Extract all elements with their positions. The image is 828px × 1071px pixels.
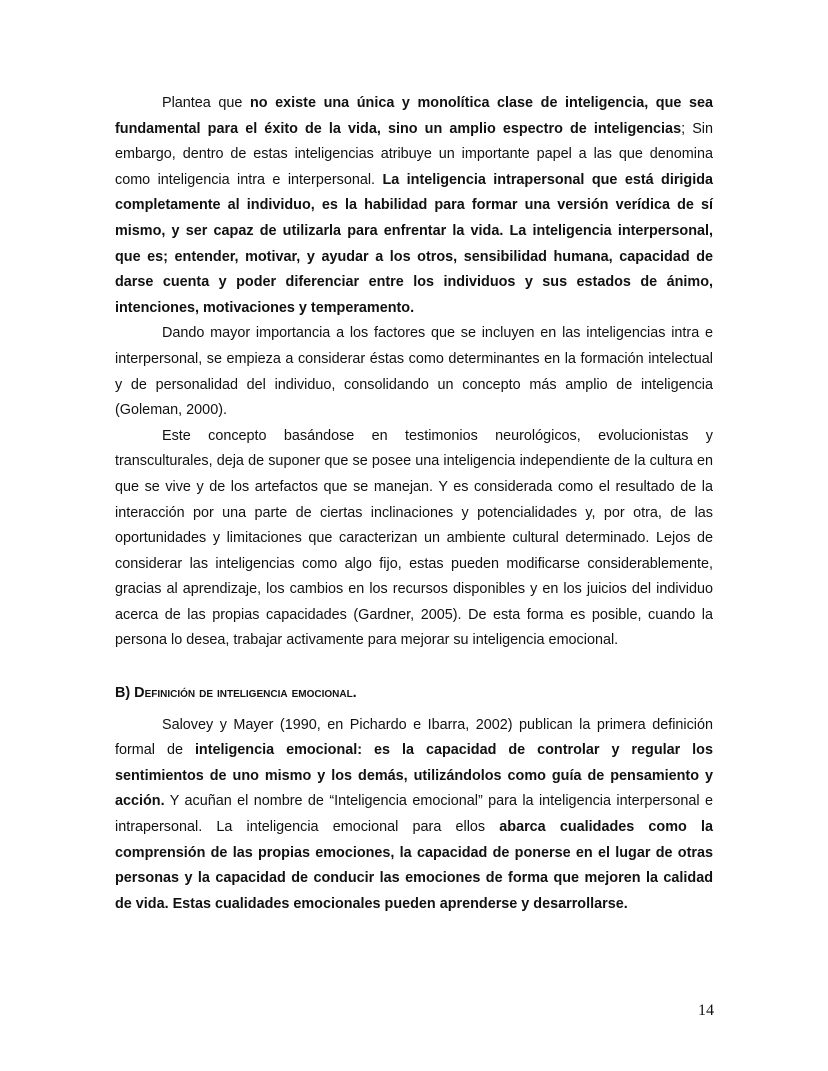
paragraph-4	[115, 713, 713, 918]
paragraph-4-bold-b: abarca cualidades como la comprensión de las propias emociones, la capacidad de ponerse en el lugar de otras personas y la capacidad de conducir las emociones de forma que mejoren la calidad de vida. Estas cualidades emocionales pueden aprenderse y desarrollarse.	[115, 819, 713, 912]
paragraph-4-text-b: Y acuñan el nombre de “Inteligencia emocional” para la inteligencia interpersonal e intrapersonal. La inteligencia emocional para ellos	[115, 793, 713, 836]
section-heading: B) Definición de inteligencia emocional.	[115, 685, 357, 702]
page-number: 14	[698, 1002, 714, 1019]
paragraph-1-text-b: ; Sin embargo, dentro de estas inteligencias atribuye un importante papel a las que denomina como inteligencia intra e interpersonal.	[115, 120, 713, 188]
paragraph-4-text-a: Salovey y Mayer (1990, en Pichardo e Ibarra, 2002) publican la primera definición formal de	[115, 716, 713, 759]
paragraph-1-text-a: Plantea que	[162, 95, 250, 111]
paragraph-1	[115, 91, 713, 321]
body-text	[115, 91, 713, 917]
paragraph-3: Este concepto basándose en testimonios neurológicos, evolucionistas y transculturales, deja de suponer que se posee una inteligencia independiente de la cultura en que se vive y de los artefactos que se manejan. Y es considerada como el resultado de la interacción por una parte de ciertas inclinaciones y potencialidades y, por otra, de las oportunidades y limitaciones que caracterizan un ambiente cultural determinado. Lejos de considerar las inteligencias como algo fijo, estas pueden modificarse considerablemente, gracias al aprendizaje, los cambios en los recursos disponibles y en los juicios del individuo acerca de las propias capacidades (Gardner, 2005). De esta forma es posible, cuando la persona lo desea, trabajar activamente para mejorar su inteligencia emocional.	[115, 427, 713, 649]
paragraph-1-bold-b: La inteligencia intrapersonal que está dirigida completamente al individuo, es la habilidad para formar una versión verídica de sí mismo, y ser capaz de utilizarla para enfrentar la vida. La inteligencia interpersonal, que es; entender, motivar, y ayudar a los otros, sensibilidad humana, capacidad de darse cuenta y poder diferenciar entre los individuos y sus estados de ánimo, intenciones, motivaciones y temperamento.	[115, 171, 713, 316]
paragraph-1-bold-a: no existe una única y monolítica clase de inteligencia, que sea fundamental para el éxito de la vida, sino un amplio espectro de inteligencias	[115, 95, 713, 137]
paragraph-2: Dando mayor importancia a los factores que se incluyen en las inteligencias intra e interpersonal, se empieza a considerar éstas como determinantes en la formación intelectual y de personalidad del individuo, consolidando un concepto más amplio de inteligencia (Goleman, 2000).	[115, 325, 713, 419]
paragraph-4-bold-a: inteligencia emocional: es la capacidad de controlar y regular los sentimientos de uno mismo y los demás, utilizándolos como guía de pensamiento y acción.	[115, 742, 713, 810]
